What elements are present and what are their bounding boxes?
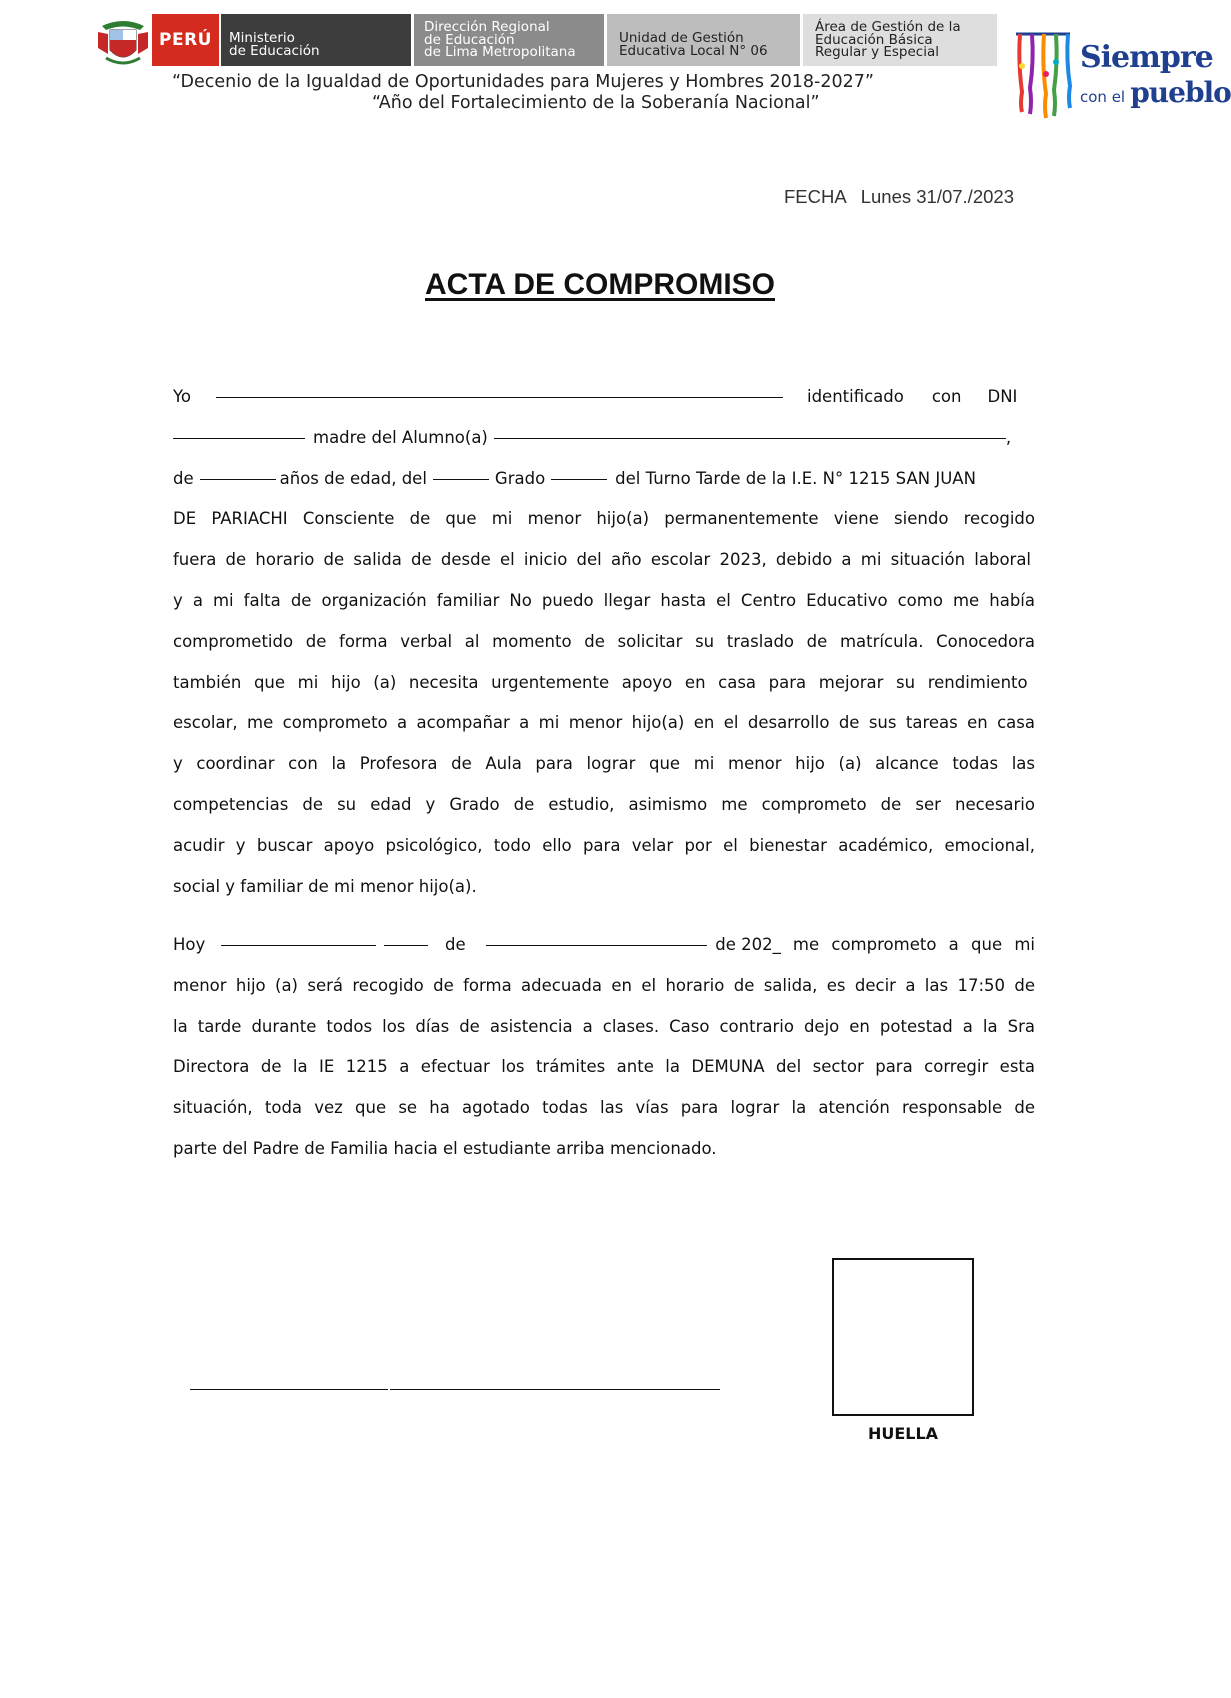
p2-line-2: menor hijo (a) será recogido de forma adecuada en el horario de salida, es decir a las 17:50 de (173, 975, 1035, 995)
line-7: comprometido de forma verbal al momento de solicitar su traslado de matrícula. Conocedora (173, 631, 1035, 651)
text-line (173, 540, 1035, 581)
peru-label: PERÚ (159, 29, 212, 50)
direccion-line-2: de Educación (424, 31, 515, 48)
madre-text: madre del Alumno(a) (313, 427, 488, 447)
ministerio-line-2: de Educación (229, 42, 320, 59)
yo-word: Yo (173, 387, 191, 406)
signature-line-right (390, 1389, 720, 1390)
line-10: y coordinar con la Profesora de Aula para lograr que mi menor hijo (a) alcance todas las (173, 754, 1035, 774)
line-13: social y familiar de mi menor hijo(a). (173, 876, 477, 896)
year-text: de 202_ (715, 935, 781, 954)
con-word: con (931, 387, 962, 406)
document-header (0, 0, 1231, 130)
text-line (173, 418, 1035, 459)
p2-line-3: la tarde durante todos los días de asistencia a clases. Caso contrario dejo en potestad a la Sra (173, 1016, 1035, 1036)
anos-text: años de edad, del (279, 468, 427, 488)
ugel-line-1: Unidad de Gestión (619, 30, 744, 46)
text-line (173, 826, 1035, 867)
siempre-con-el-pueblo-logo (1010, 22, 1231, 122)
text-line (173, 1047, 1035, 1088)
section-blank (551, 478, 607, 480)
text-line (173, 1007, 1035, 1048)
student-name-blank (494, 437, 1006, 439)
logo-con-el-pueblo-text (1080, 76, 1231, 109)
text-line (173, 867, 1035, 908)
logo-pueblo: pueblo (1130, 76, 1231, 109)
p2-line-5: situación, toda vez que se ha agotado todas las vías para lograr la atención responsable de (173, 1098, 1035, 1118)
line-4: DE PARIACHI Consciente de que mi menor hijo(a) permanentemente viene siendo recogido (173, 509, 1035, 529)
ministerio-badge (221, 14, 411, 66)
text-line (173, 703, 1035, 744)
line-11: competencias de su edad y Grado de estudio, asimismo me comprometo de ser necesario (173, 794, 1035, 814)
p2-line-4: Directora de la IE 1215 a efectuar los trámites ante la DEMUNA del sector para corregir esta (173, 1057, 1035, 1077)
commitment-paragraph (173, 377, 1035, 907)
area-gestion-badge (803, 14, 997, 66)
signature-line-left (190, 1389, 388, 1390)
date-value: Lunes 31/07./2023 (860, 186, 1014, 207)
date-label: FECHA (784, 186, 847, 207)
ugel-line-2: Educativa Local N° 06 (619, 42, 768, 59)
direccion-line-3: de Lima Metropolitana (424, 44, 576, 60)
day-number-blank (384, 944, 428, 946)
text-line (173, 622, 1035, 663)
direccion-regional-badge (414, 14, 604, 66)
de-word-2: de (445, 935, 466, 954)
dni-blank (173, 437, 305, 439)
text-line (173, 581, 1035, 622)
text-line (173, 663, 1035, 704)
text-line (173, 377, 1035, 418)
text-line (173, 925, 1035, 966)
grade-number-blank (433, 478, 489, 480)
area-line-2: Educación Básica (815, 31, 933, 48)
line-5: fuera de horario de salida de desde el inicio del año escolar 2023, debido a mi situación laboral (173, 550, 1032, 570)
deadline-paragraph (173, 925, 1035, 1170)
day-name-blank (221, 944, 376, 946)
dni-word: DNI (987, 387, 1018, 406)
logo-con-el: con el (1080, 88, 1126, 106)
ugel-badge (607, 14, 800, 66)
year-slogan: “Año del Fortalecimiento de la Soberanía Nacional” (372, 93, 820, 113)
name-blank (216, 396, 783, 398)
turno-text: del Turno Tarde de la I.E. N° 1215 SAN JUAN (615, 468, 976, 488)
document-date (784, 186, 1014, 208)
month-blank (486, 944, 708, 946)
peru-badge (152, 14, 219, 66)
colorful-lines-icon (1010, 22, 1076, 122)
text-line (173, 499, 1035, 540)
direccion-line-1: Dirección Regional (424, 19, 550, 35)
grado-word: Grado (494, 468, 546, 488)
peru-coat-of-arms-icon (96, 18, 150, 66)
logo-siempre-text: Siempre (1080, 40, 1213, 75)
text-line (173, 966, 1035, 1007)
text-line (173, 459, 1035, 500)
line-12: acudir y buscar apoyo psicológico, todo ello para velar por el bienestar académico, emocional, (173, 835, 1035, 855)
p2-line-6: parte del Padre de Familia hacia el estudiante arriba mencionado. (173, 1138, 717, 1158)
text-line (173, 744, 1035, 785)
text-line (173, 1088, 1035, 1129)
de-word: de (173, 468, 194, 488)
line-6: y a mi falta de organización familiar No puedo llegar hasta el Centro Educativo como me había (173, 590, 1035, 610)
area-line-1: Área de Gestión de la (815, 19, 961, 35)
line-8: también que mi hijo (a) necesita urgentemente apoyo en casa para mejorar su rendimiento (173, 672, 1028, 692)
ministerio-line-1: Ministerio (229, 30, 295, 46)
fingerprint-box (832, 1258, 974, 1416)
fingerprint-label: HUELLA (867, 1424, 939, 1443)
document-title: ACTA DE COMPROMISO (425, 268, 775, 301)
commitment-text: me comprometo a que mi (792, 935, 1035, 954)
decenio-slogan: “Decenio de la Igualdad de Oportunidades para Mujeres y Hombres 2018-2027” (172, 72, 874, 92)
text-line (173, 1129, 1035, 1170)
area-line-3: Regular y Especial (815, 44, 939, 60)
identificado-word: identificado (806, 387, 904, 406)
text-line (173, 785, 1035, 826)
hoy-word: Hoy (173, 935, 206, 954)
comma: , (1005, 427, 1012, 447)
age-blank (200, 478, 276, 480)
line-9: escolar, me comprometo a acompañar a mi menor hijo(a) en el desarrollo de sus tareas en casa (173, 713, 1035, 733)
